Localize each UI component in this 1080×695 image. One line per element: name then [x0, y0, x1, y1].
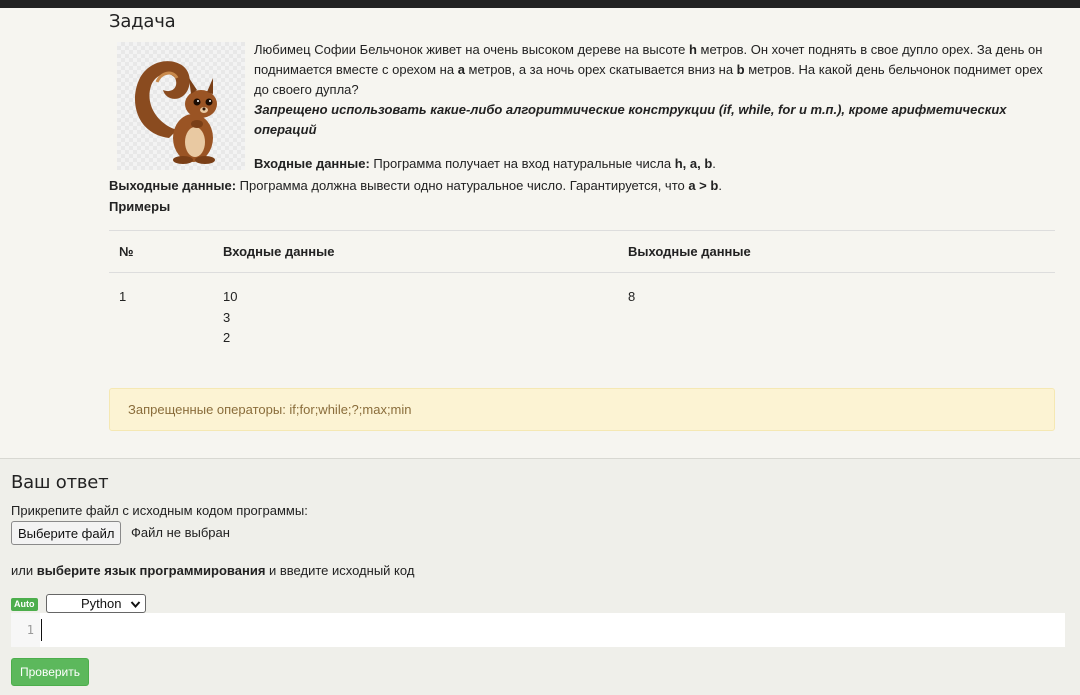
answer-section — [0, 459, 1080, 695]
forbidden-operators-alert: Запрещенные операторы: if;for;while;?;max;min — [109, 388, 1055, 431]
input-value: 3 — [223, 309, 231, 325]
cell-number: 1 — [119, 289, 127, 304]
language-select[interactable] — [46, 594, 146, 613]
input-label: Входные данные: — [254, 156, 370, 171]
task-statement — [254, 40, 1054, 140]
attach-file-label: Прикрепите файл с исходным кодом программы: — [11, 503, 308, 518]
input-end: . — [712, 156, 716, 171]
language-hint — [11, 563, 414, 578]
cell-input — [213, 273, 618, 369]
text-cursor — [41, 619, 42, 641]
input-text: Программа получает на вход натуральные числа — [369, 156, 675, 171]
header-input: Входные данные — [213, 231, 618, 273]
statement-part-2: метров. Он хочет поднять в свое дупло орех. За день он поднимается вместе с орехом на — [254, 42, 1043, 77]
squirrel-image — [117, 42, 245, 170]
language-hint-suffix: и введите исходный код — [265, 563, 415, 578]
examples-table — [109, 230, 1055, 369]
restriction-note: Запрещено использовать какие-либо алгоритмические конструкции (if, while, for и т.п.), кроме арифметических операций — [254, 102, 1007, 137]
answer-title: Ваш ответ — [11, 472, 109, 493]
auto-badge[interactable]: Auto — [11, 598, 38, 611]
task-section — [109, 8, 1057, 417]
language-hint-bold: выберите язык программирования — [36, 563, 266, 578]
squirrel-icon — [117, 42, 245, 170]
output-condition: a > b — [688, 178, 719, 193]
top-bar — [0, 0, 1080, 8]
input-vars: h, a, b — [674, 156, 713, 171]
chevron-down-icon — [130, 599, 141, 610]
statement-part-3: метров, а за ночь орех скатывается вниз на — [464, 62, 737, 77]
var-a: a — [457, 62, 465, 77]
table-header-row — [109, 231, 1055, 273]
header-output: Выходные данные — [618, 231, 1055, 273]
code-editor[interactable] — [11, 613, 1065, 647]
output-text: Программа должна вывести одно натуральное число. Гарантируется, что — [236, 178, 689, 193]
var-h: h — [688, 42, 697, 57]
file-status: Файл не выбран — [131, 525, 230, 540]
cell-output: 8 — [628, 289, 636, 304]
input-value: 2 — [223, 330, 231, 345]
submit-button[interactable]: Проверить — [11, 658, 89, 686]
table-row — [109, 273, 1055, 369]
output-end: . — [718, 178, 722, 193]
examples-label: Примеры — [109, 199, 171, 214]
output-description — [109, 178, 722, 193]
statement-part-4: метров. На какой день бельчонок поднимет орех до своего дупла? — [254, 62, 1043, 97]
input-description — [254, 156, 716, 171]
choose-file-button[interactable]: Выберите файл — [11, 521, 121, 545]
var-b: b — [736, 62, 745, 77]
line-number: 1 — [11, 613, 40, 647]
task-title: Задача — [109, 11, 176, 32]
input-value: 10 — [223, 289, 238, 304]
output-label: Выходные данные: — [109, 178, 237, 193]
header-number: № — [109, 231, 213, 273]
language-select-value: Python — [81, 596, 122, 611]
language-hint-prefix: или — [11, 563, 37, 578]
statement-part-1: Любимец Софии Бельчонок живет на очень высоком дереве на высоте — [254, 42, 689, 57]
